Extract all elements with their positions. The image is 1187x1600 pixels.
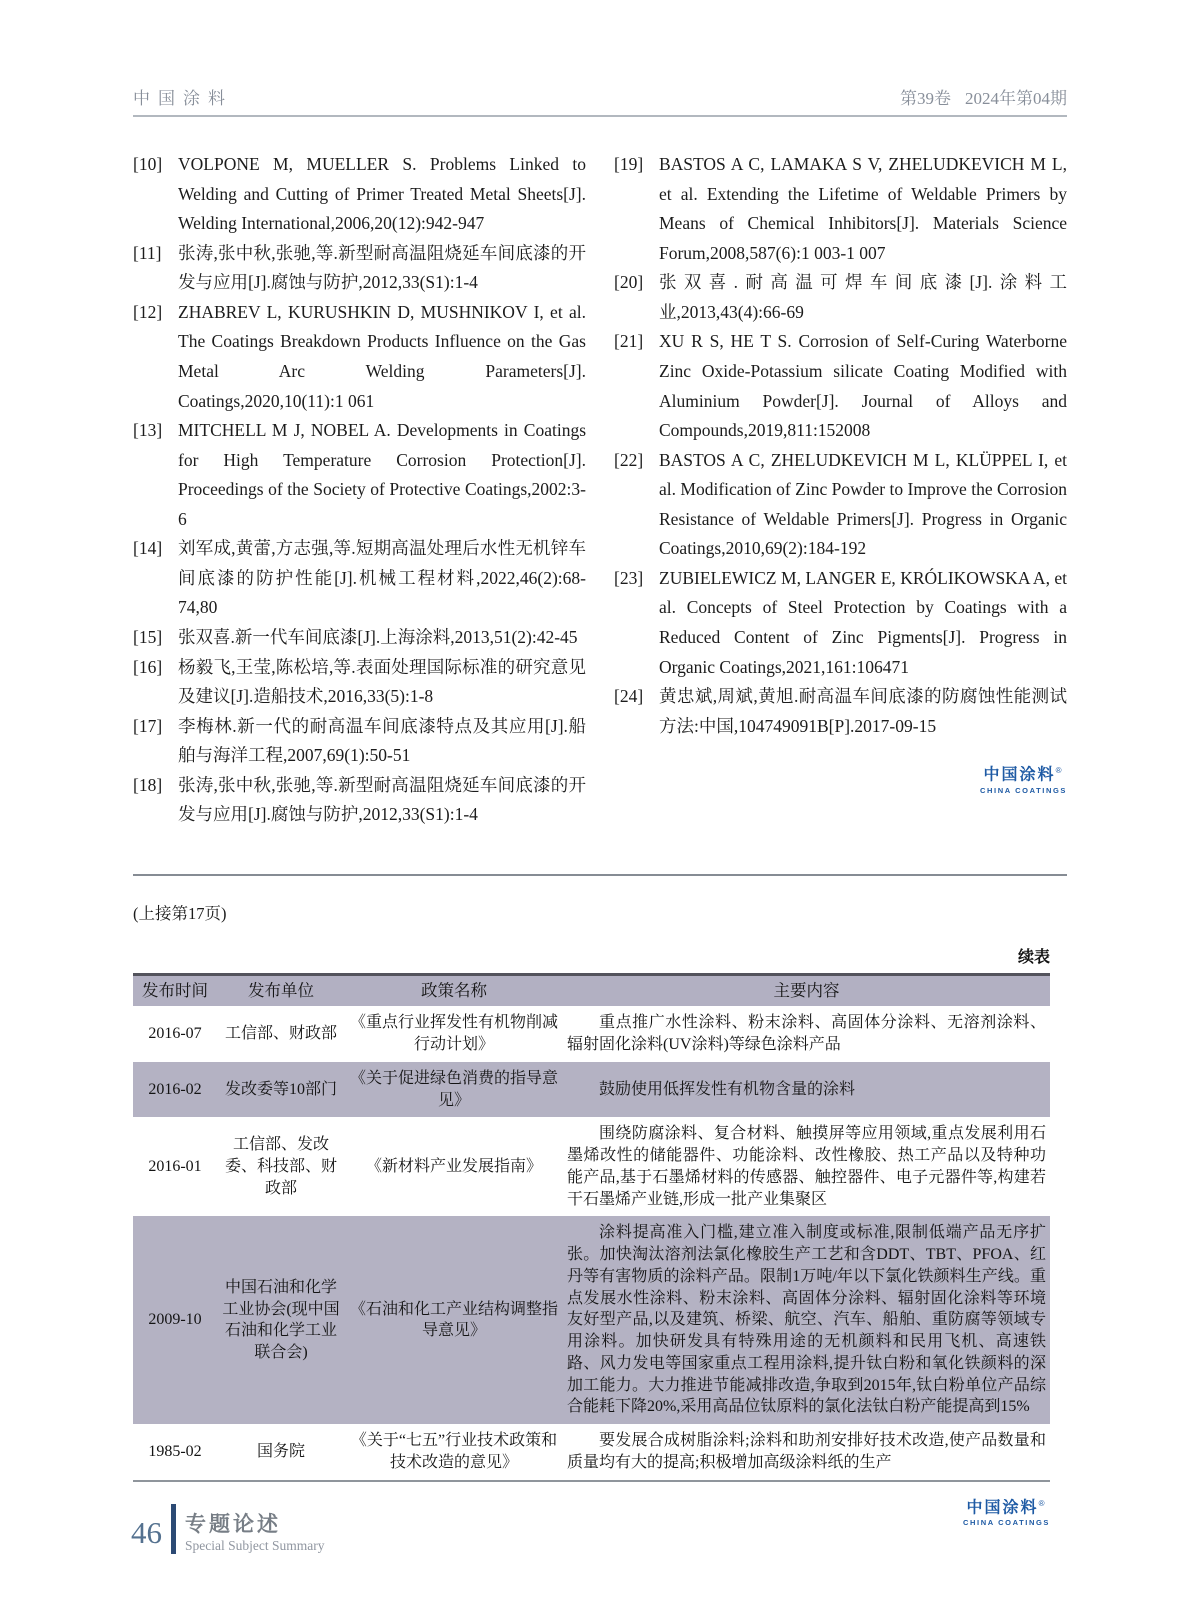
reference-item	[614, 268, 1067, 327]
cell-unit: 工信部、发改委、科技部、财政部	[224, 1136, 337, 1197]
logo-english-text: CHINA COATINGS	[980, 785, 1067, 795]
china-coatings-logo	[963, 1500, 1050, 1527]
cell-policy: 《石油和化工产业结构调整指导意见》	[345, 1216, 563, 1424]
reference-column-left	[133, 150, 586, 830]
reference-item	[614, 446, 1067, 564]
reference-text: 杨毅飞,王莹,陈松培,等.表面处理国际标准的研究意见及建议[J].造船技术,2016,33(5):1-8	[178, 656, 586, 707]
column-header-date: 发布时间	[133, 974, 217, 1006]
issue-volume: 第39卷	[900, 89, 951, 108]
cell-policy: 《关于“七五”行业技术政策和技术改造的意见》	[350, 1432, 558, 1471]
section-divider	[133, 874, 1067, 876]
reference-text: 刘军成,黄蕾,方志强,等.短期高温处理后水性无机锌车间底漆的防护性能[J].机械工程材料,2022,46(2):68-74,80	[178, 538, 586, 618]
reference-number: [22]	[614, 449, 644, 470]
reference-number: [15]	[133, 627, 163, 647]
page-number: 46	[131, 1515, 162, 1550]
table-row	[133, 1062, 1050, 1118]
cell-date: 1985-02	[148, 1443, 202, 1460]
reference-item	[133, 534, 586, 623]
reference-text: VOLPONE M, MUELLER S. Problems Linked to Welding and Cutting of Primer Treated Metal Sheets[J]. Welding International,2006,20(12):942-947	[178, 154, 586, 234]
reference-text: 张双喜.耐高温可焊车间底漆[J].涂料工业,2013,43(4):66-69	[659, 272, 1067, 322]
footer-divider-bar	[171, 1504, 176, 1554]
reference-text: BASTOS A C, LAMAKA S V, ZHELUDKEVICH M L, et al. Extending the Lifetime of Weldable Primers by Means of Chemical Inhibitors[J]. Materials Science Forum,2008,587(6):1 003-1 007	[659, 154, 1067, 263]
reference-text: MITCHELL M J, NOBEL A. Developments in Coatings for High Temperature Corrosion Protection[J]. Proceedings of the Society of Protective Coatings,2002:3-6	[178, 420, 586, 529]
table-header-row	[133, 974, 1050, 1006]
cell-date: 2016-01	[148, 1158, 202, 1175]
reference-number: [17]	[133, 715, 163, 736]
registered-mark: ®	[1055, 766, 1064, 776]
reference-text: ZUBIELEWICZ M, LANGER E, KRÓLIKOWSKA A, et al. Concepts of Steel Protection by Coatings with a Reduced Content of Zinc Pigments[J]. Progress in Organic Coatings,2021,161:106471	[659, 567, 1067, 677]
reference-number: [10]	[133, 154, 163, 174]
table-row	[133, 1117, 1050, 1216]
page-footer	[131, 1504, 324, 1554]
reference-text: 黄忠斌,周斌,黄旭.耐高温车间底漆的防腐蚀性能测试方法:中国,104749091B[P].2017-09-15	[659, 686, 1067, 736]
reference-item	[133, 712, 586, 771]
column-header-content: 主要内容	[563, 974, 1050, 1006]
brand-logo-wrapper	[614, 767, 1067, 797]
reference-item	[614, 150, 1067, 268]
reference-item	[133, 239, 586, 298]
column-header-unit: 发布单位	[217, 974, 345, 1006]
reference-item	[133, 416, 586, 534]
reference-item	[133, 653, 586, 712]
journal-name: 中国涂料	[133, 89, 233, 108]
section-title	[185, 1513, 324, 1554]
reference-item	[133, 298, 586, 416]
continued-table-label: 续表	[1017, 948, 1050, 966]
reference-item	[614, 564, 1067, 682]
reference-item	[133, 771, 586, 830]
reference-item	[614, 327, 1067, 445]
cell-content: 要发展合成树脂涂料;涂料和助剂安排好技术改造,使产品数量和质量均有大的提高;积极增加高级涂料纸的生产	[567, 1432, 1046, 1471]
reference-number: [24]	[614, 686, 644, 707]
issue-info	[886, 84, 1067, 109]
cell-unit: 国务院	[256, 1443, 305, 1460]
reference-item	[133, 150, 586, 239]
registered-mark: ®	[1038, 1498, 1047, 1508]
table-row	[133, 1424, 1050, 1481]
reference-column-right	[614, 150, 1067, 830]
reference-number: [16]	[133, 656, 163, 677]
logo-english-text: CHINA COATINGS	[963, 1517, 1050, 1527]
reference-number: [18]	[133, 774, 163, 795]
table-row	[133, 1006, 1050, 1062]
cell-date: 2009-10	[133, 1216, 217, 1424]
china-coatings-logo	[980, 767, 1067, 794]
reference-text: 李梅林.新一代的耐高温车间底漆特点及其应用[J].船舶与海洋工程,2007,69(1):50-51	[178, 715, 586, 766]
reference-text: 张涛,张中秋,张驰,等.新型耐高温阻烧延车间底漆的开发与应用[J].腐蚀与防护,2012,33(S1):1-4	[178, 774, 586, 825]
reference-number: [13]	[133, 420, 163, 441]
section-title-chinese: 专题论述	[185, 1513, 281, 1537]
section-title-english: Special Subject Summary	[185, 1538, 325, 1554]
reference-text: XU R S, HE T S. Corrosion of Self-Curing Waterborne Zinc Oxide-Potassium silicate Coating Modified with Aluminium Powder[J]. Journal of Alloys and Compounds,2019,811:152008	[659, 331, 1067, 441]
reference-number: [11]	[133, 242, 162, 263]
cell-content: 重点推广水性涂料、粉末涂料、高固体分涂料、无溶剂涂料、辐射固化涂料(UV涂料)等绿色涂料产品	[567, 1014, 1046, 1054]
cell-content: 涂料提高准入门槛,建立准入制度或标准,限制低端产品无序扩张。加快淘汰溶剂法氯化橡胶生产工艺和含DDT、TBT、PFOA、红丹等有害物质的涂料产品。限制1万吨/年以下氯化铁颜料生产线。重点发展水性涂料、粉末涂料、高固体分涂料、辐射固化涂料等环境友好型产品,以及建筑、桥梁、航空、汽车、船舶、重防腐等领域专用涂料。加快研发具有特殊用途的无机颜料和民用飞机、高速铁路、风力发电等国家重点工程用涂料,提升钛白粉和氧化铁颜料的深加工能力。大力推进节能减排改造,争取到2015年,钛白粉单位产品综合能耗下降20%,采用高品位钛原料的氯化法钛白粉产能提高到15%	[563, 1216, 1050, 1424]
cell-policy: 《新材料产业发展指南》	[365, 1158, 542, 1175]
reference-item	[614, 682, 1067, 741]
reference-text: 张双喜.新一代车间底漆[J].上海涂料,2013,51(2):42-45	[178, 627, 578, 647]
cell-date: 2016-02	[133, 1062, 217, 1118]
policy-table	[133, 973, 1050, 1482]
continuation-note: (上接第17页)	[133, 903, 227, 923]
column-header-policy: 政策名称	[345, 974, 563, 1006]
reference-text: 张涛,张中秋,张驰,等.新型耐高温阻烧延车间底漆的开发与应用[J].腐蚀与防护,2012,33(S1):1-4	[178, 242, 586, 293]
cell-unit: 工信部、财政部	[224, 1025, 337, 1043]
reference-number: [14]	[133, 538, 163, 559]
reference-number: [19]	[614, 154, 644, 174]
reference-text: ZHABREV L, KURUSHKIN D, MUSHNIKOV I, et al. The Coatings Breakdown Products Influence on the Gas Metal Arc Welding Parameters[J]. Coatings,2020,10(11):1 061	[178, 301, 586, 411]
cell-date: 2016-07	[148, 1025, 202, 1043]
reference-number: [21]	[614, 331, 644, 352]
issue-number: 2024年第04期	[965, 89, 1067, 108]
cell-policy: 《关于促进绿色消费的指导意见》	[345, 1062, 563, 1118]
cell-content: 围绕防腐涂料、复合材料、触摸屏等应用领域,重点发展利用石墨烯改性的储能器件、功能涂料、改性橡胶、热工产品以及特种功能产品,基于石墨烯材料的传感器、触控器件、电子元器件等,构建若干石墨烯产业链,形成一批产业集聚区	[567, 1125, 1046, 1208]
reference-number: [23]	[614, 567, 644, 588]
cell-unit: 中国石油和化学工业协会(现中国石油和化学工业联合会)	[217, 1216, 345, 1424]
reference-number: [12]	[133, 301, 163, 322]
reference-item	[133, 623, 586, 653]
cell-policy: 《重点行业挥发性有机物削减行动计划》	[349, 1014, 558, 1054]
logo-chinese-text: 中国涂料®	[966, 1498, 1047, 1516]
cell-unit: 发改委等10部门	[217, 1062, 345, 1118]
cell-content: 鼓励使用低挥发性有机物含量的涂料	[563, 1062, 1050, 1118]
reference-number: [20]	[614, 272, 644, 293]
table-row	[133, 1216, 1050, 1424]
running-head	[133, 0, 1067, 117]
reference-text: BASTOS A C, ZHELUDKEVICH M L, KLÜPPEL I, et al. Modification of Zinc Powder to Improve the Corrosion Resistance of Weldable Primers[J]. Progress in Organic Coatings,2010,69(2):184-192	[659, 449, 1067, 559]
logo-chinese-text: 中国涂料®	[983, 766, 1064, 784]
reference-list	[133, 150, 1067, 830]
